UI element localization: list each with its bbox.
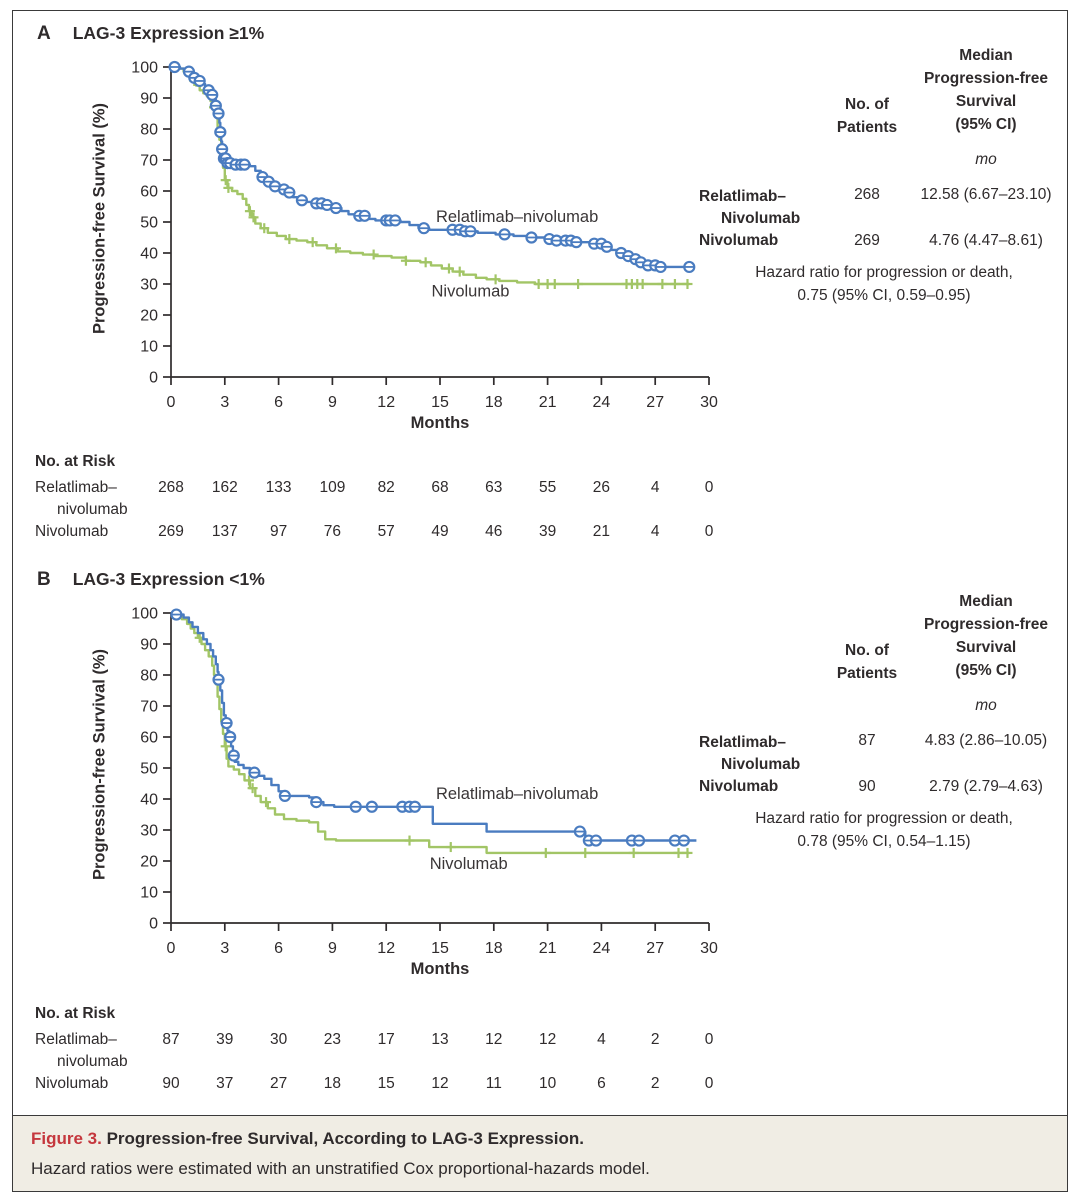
panel-b-letter: B (37, 569, 51, 590)
risk-row2-label: Nivolumab (35, 1075, 109, 1092)
hazard-line2: 0.75 (95% CI, 0.59–0.95) (797, 287, 971, 304)
stats-row1-median: 4.83 (2.86–10.05) (924, 732, 1048, 749)
risk-row1-values (13, 479, 1067, 499)
y-tick-label: 100 (131, 605, 158, 623)
risk-count: 39 (216, 1031, 234, 1048)
risk-count: 13 (431, 1031, 449, 1048)
x-tick-label: 15 (431, 394, 449, 411)
x-tick-label: 30 (700, 394, 718, 411)
risk-row1-label-line1: Relatlimab– (35, 479, 117, 496)
y-tick-label: 0 (149, 915, 158, 933)
risk-count: 46 (485, 523, 503, 540)
risk-count: 57 (377, 523, 395, 540)
x-tick-label: 12 (377, 394, 396, 411)
risk-count: 133 (265, 479, 292, 496)
risk-row1-label-line2: nivolumab (57, 501, 128, 518)
hazard-line2: 0.78 (95% CI, 0.54–1.15) (797, 833, 971, 850)
median-header-line3: Survival (955, 639, 1017, 656)
risk-count: 82 (377, 479, 395, 496)
stats-row2-n: 269 (854, 232, 880, 249)
y-tick-label: 10 (140, 338, 158, 356)
stats-row2-n: 90 (858, 778, 876, 795)
y-tick-label: 80 (140, 121, 158, 139)
risk-count: 10 (538, 1075, 557, 1092)
risk-count: 17 (377, 1031, 395, 1048)
stats-row1-name-line1: Relatlimab– (699, 734, 787, 751)
panel-a-title: LAG-3 Expression ≥1% (72, 23, 265, 43)
panel-b (13, 557, 1067, 1103)
risk-count: 68 (431, 479, 449, 496)
median-unit: mo (975, 151, 997, 168)
median-header-line4: (95% CI) (955, 116, 1017, 133)
risk-count: 268 (158, 479, 184, 496)
hazard-ratio-note (689, 807, 1079, 853)
patients-header-line2: Patients (836, 665, 898, 682)
x-tick-label: 30 (700, 940, 718, 957)
panel-a-stats (13, 11, 1067, 311)
y-tick-label: 0 (149, 369, 158, 387)
stats-row2-name: Nivolumab (699, 232, 779, 249)
panel-a-letter: A (37, 23, 51, 44)
risk-table-header: No. at Risk (35, 453, 116, 470)
y-tick-label: 60 (140, 729, 158, 747)
curve-label: Relatlimab–nivolumab (435, 785, 599, 803)
patients-header-line1: No. of (845, 642, 889, 659)
y-tick-label: 40 (140, 245, 158, 263)
x-tick-label: 3 (220, 394, 230, 411)
panel-b-x-axis-label: Months (410, 960, 470, 978)
x-tick-label: 6 (274, 940, 284, 957)
y-tick-label: 70 (140, 698, 158, 716)
risk-count: 27 (269, 1075, 288, 1092)
median-header-line2: Progression-free (923, 70, 1049, 87)
risk-row2-values (13, 1075, 1067, 1095)
risk-count: 12 (431, 1075, 449, 1092)
risk-count: 2 (650, 1031, 660, 1048)
curve-label: Nivolumab (429, 854, 508, 873)
risk-row1-label-line2: nivolumab (57, 1053, 128, 1070)
x-tick-label: 15 (431, 940, 449, 957)
figure-caption-title: Progression-free Survival, According to LAG-3 Expression. (106, 1129, 584, 1148)
panel-a-y-axis-label: Progression-free Survival (%) (90, 102, 109, 335)
risk-table-header: No. at Risk (35, 1005, 116, 1022)
y-tick-label: 80 (140, 667, 158, 685)
panel-b-risk-table (13, 1003, 1067, 1103)
figure-3-frame (12, 10, 1068, 1192)
y-tick-label: 10 (140, 884, 158, 902)
figure-caption-title-line (31, 1129, 1049, 1149)
risk-count: 76 (323, 523, 342, 540)
hazard-line1: Hazard ratio for progression or death, (755, 810, 1013, 827)
y-tick-label: 40 (140, 791, 158, 809)
panel-a-risk-table (13, 451, 1067, 551)
risk-count: 30 (269, 1031, 288, 1048)
patients-header-line1: No. of (845, 96, 889, 113)
risk-count: 2 (650, 1075, 660, 1092)
hazard-ratio-note (689, 261, 1079, 307)
y-tick-label: 50 (140, 214, 158, 232)
x-tick-label: 21 (538, 394, 557, 411)
panel-b-y-axis-label: Progression-free Survival (%) (90, 648, 109, 881)
curve-label: Nivolumab (431, 282, 510, 301)
x-tick-label: 24 (592, 394, 611, 411)
x-tick-label: 27 (646, 394, 665, 411)
y-tick-label: 70 (140, 152, 158, 170)
median-header-line1: Median (959, 47, 1013, 64)
median-header-line1: Median (959, 593, 1013, 610)
risk-count: 37 (216, 1075, 234, 1092)
risk-row2-label: Nivolumab (35, 523, 109, 540)
risk-count: 0 (704, 1075, 714, 1092)
stats-row2-median: 4.76 (4.47–8.61) (929, 232, 1043, 249)
y-tick-label: 100 (131, 59, 158, 77)
risk-count: 0 (704, 479, 714, 496)
risk-count: 15 (377, 1075, 395, 1092)
median-header-line3: Survival (955, 93, 1017, 110)
stats-row1-median: 12.58 (6.67–23.10) (920, 186, 1052, 203)
risk-count: 18 (323, 1075, 342, 1092)
risk-count: 269 (158, 523, 184, 540)
y-tick-label: 30 (140, 276, 158, 294)
risk-count: 11 (485, 1075, 502, 1092)
risk-count: 4 (650, 523, 660, 540)
y-tick-label: 90 (140, 90, 158, 108)
median-header-line4: (95% CI) (955, 662, 1017, 679)
risk-count: 21 (592, 523, 611, 540)
risk-count: 0 (704, 523, 714, 540)
median-unit: mo (975, 697, 997, 714)
x-tick-label: 0 (166, 940, 176, 957)
x-tick-label: 9 (327, 394, 337, 411)
risk-count: 87 (162, 1031, 180, 1048)
stats-row1-name (699, 732, 800, 776)
figure-caption-body: Hazard ratios were estimated with an unstratified Cox proportional-hazards model. (31, 1159, 650, 1178)
risk-count: 49 (431, 523, 449, 540)
curve-label: Relatlimab–nivolumab (435, 208, 599, 226)
x-tick-label: 12 (377, 940, 396, 957)
figure-caption (13, 1115, 1067, 1191)
risk-count: 63 (485, 479, 503, 496)
median-column-header (896, 44, 1076, 136)
risk-count: 12 (485, 1031, 503, 1048)
risk-row1-label-line1: Relatlimab– (35, 1031, 117, 1048)
risk-count: 26 (592, 479, 611, 496)
risk-count: 23 (323, 1031, 342, 1048)
risk-count: 4 (597, 1031, 606, 1048)
risk-row2-values (13, 523, 1067, 543)
stats-row1-name-line2: Nivolumab (721, 210, 801, 227)
x-tick-label: 18 (484, 394, 503, 411)
stats-row2-name: Nivolumab (699, 778, 779, 795)
risk-count: 162 (211, 479, 238, 496)
risk-count: 0 (704, 1031, 714, 1048)
hazard-line1: Hazard ratio for progression or death, (755, 264, 1013, 281)
x-tick-label: 24 (592, 940, 611, 957)
risk-count: 39 (538, 523, 557, 540)
y-tick-label: 30 (140, 822, 158, 840)
panel-a-x-axis-label: Months (410, 414, 470, 432)
stats-row1-name-line1: Relatlimab– (699, 188, 787, 205)
stats-row1-name-line2: Nivolumab (721, 756, 801, 773)
risk-count: 137 (211, 523, 238, 540)
risk-row1-values (13, 1031, 1067, 1051)
y-tick-label: 50 (140, 760, 158, 778)
stats-row1-n: 268 (854, 186, 880, 203)
panel-a (13, 11, 1067, 557)
y-tick-label: 60 (140, 183, 158, 201)
risk-count: 90 (162, 1075, 180, 1092)
y-tick-label: 20 (140, 307, 158, 325)
risk-count: 109 (319, 479, 346, 496)
stats-row1-name (699, 186, 800, 230)
x-tick-label: 21 (538, 940, 557, 957)
risk-count: 12 (538, 1031, 557, 1048)
median-header-line2: Progression-free (923, 616, 1049, 633)
stats-row2-median: 2.79 (2.79–4.63) (929, 778, 1043, 795)
y-tick-label: 20 (140, 853, 158, 871)
risk-count: 4 (650, 479, 660, 496)
panel-b-stats (13, 557, 1067, 857)
x-tick-label: 9 (327, 940, 337, 957)
x-tick-label: 18 (484, 940, 503, 957)
x-tick-label: 3 (220, 940, 230, 957)
y-tick-label: 90 (140, 636, 158, 654)
risk-count: 6 (597, 1075, 606, 1092)
risk-count: 97 (269, 523, 288, 540)
patients-header-line2: Patients (836, 119, 898, 136)
figure-caption-label: Figure 3. (31, 1129, 102, 1148)
x-tick-label: 6 (274, 394, 284, 411)
panel-b-title: LAG-3 Expression <1% (72, 569, 265, 589)
risk-count: 55 (538, 479, 557, 496)
x-tick-label: 27 (646, 940, 665, 957)
x-tick-label: 0 (166, 394, 176, 411)
stats-row1-n: 87 (858, 732, 876, 749)
median-column-header (896, 590, 1076, 682)
